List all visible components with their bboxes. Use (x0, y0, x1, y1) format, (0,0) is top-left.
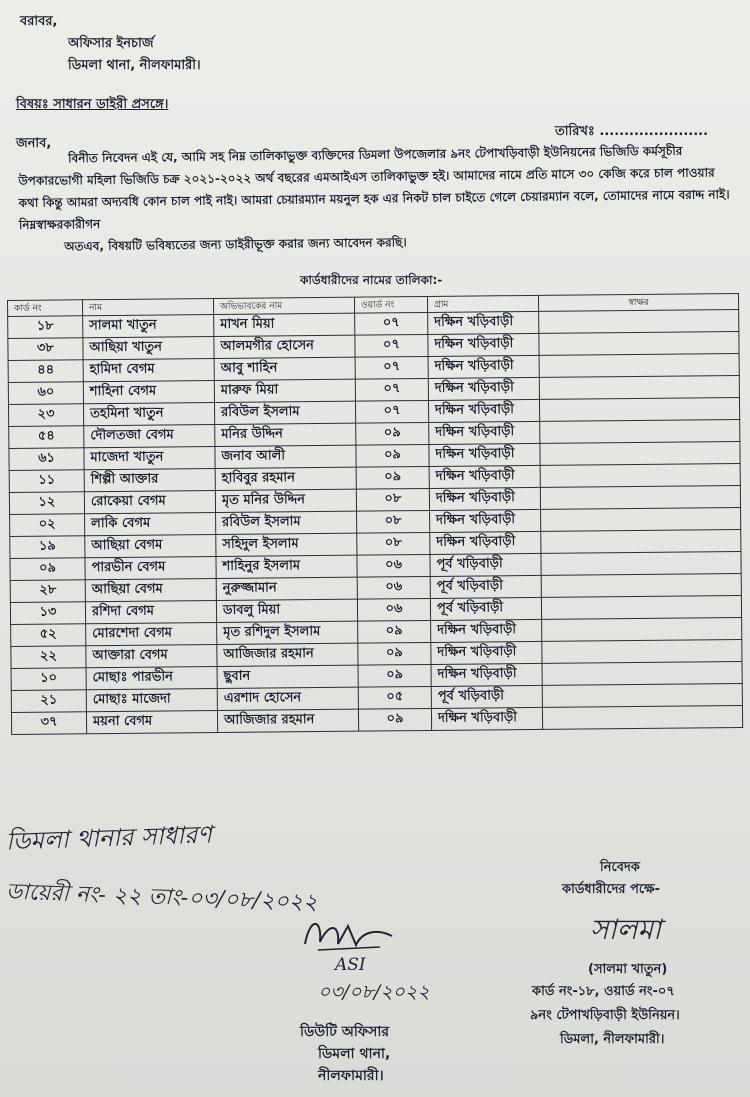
village-cell: দক্ষিন খড়িবাড়ী (428, 355, 539, 378)
name-cell: মোরশেদা বেগম (86, 623, 217, 646)
ward-cell: ০৬ (357, 554, 430, 577)
signature-cell (542, 661, 742, 685)
guardian-cell: মৃত রশিদুল ইসলাম (217, 621, 358, 644)
name-cell: শাহিনা বেগম (83, 381, 214, 404)
header-signature: স্বাক্ষর (538, 293, 738, 311)
name-cell: লাকি বেগম (85, 513, 216, 536)
signature-cell (540, 441, 740, 465)
guardian-cell: আলমগীর হোসেন (214, 335, 355, 358)
village-cell: দক্ষিন খড়িবাড়ী (431, 619, 542, 642)
header-name: নাম (83, 299, 214, 316)
guardian-cell: মৃত মনির উদ্দিন (215, 489, 356, 512)
handwritten-date: ০৩/০৮/২০২২ (318, 981, 430, 1003)
name-cell: ময়না বেগম (86, 710, 217, 733)
name-cell: মাজেদা খাতুন (84, 447, 215, 470)
card-no-cell: ২২ (11, 646, 86, 669)
signature-cell (542, 639, 742, 663)
name-cell: তহমিনা খাতুন (83, 403, 214, 426)
applicant-union: ৯নং টেপাখড়িবাড়ী ইউনিয়ন। (530, 1008, 680, 1023)
signature-cell (542, 683, 742, 707)
application-body (18, 139, 731, 258)
subject-line: বিষয়ঃ সাধারন ডাইরী প্রসঙ্গে। (16, 97, 169, 112)
village-cell: দক্ষিন খড়িবাড়ী (430, 531, 541, 554)
card-no-cell: ৬১ (9, 448, 84, 471)
duty-officer-station: ডিমলা থানা, (318, 1046, 391, 1062)
salutation: জনাব, (16, 136, 52, 151)
ward-cell: ০৯ (356, 466, 429, 489)
ward-cell: ০৯ (356, 444, 429, 467)
card-no-cell: ১১ (9, 470, 84, 493)
signature-cell (541, 529, 741, 553)
officer-signature-mark (300, 912, 400, 961)
ward-cell: ০৬ (357, 598, 430, 621)
ward-cell: ০৮ (357, 510, 430, 533)
signature-cell (541, 551, 741, 575)
village-cell: দক্ষিন খড়িবাড়ী (429, 465, 540, 488)
handwritten-line-2: ডায়েরী নং- ২২ তাং-০৩/০৮/২০২২ (5, 879, 318, 916)
signature-cell (539, 397, 739, 421)
ward-cell: ০৯ (358, 620, 431, 643)
applicant-label: নিবেদক (600, 860, 640, 875)
signature-cell (542, 617, 742, 641)
signature-cell (539, 375, 739, 399)
guardian-cell: মারুফ মিয়া (214, 379, 355, 402)
signature-cell (539, 309, 739, 333)
village-cell: দক্ষিন খড়িবাড়ী (431, 641, 542, 664)
ward-cell: ০৫ (358, 686, 431, 709)
ward-cell: ০৮ (357, 532, 430, 555)
card-no-cell: ১৮ (8, 316, 83, 339)
guardian-cell: রবিউল ইসলাম (216, 511, 357, 534)
guardian-cell: জনাব আলী (215, 445, 356, 468)
table-body (8, 309, 743, 734)
card-no-cell: ১০ (11, 668, 86, 691)
guardian-cell: আজিজার রহমান (217, 643, 358, 666)
village-cell: দক্ষিন খড়িবাড়ী (428, 377, 539, 400)
name-cell: হামিদা বেগম (83, 359, 214, 382)
card-no-cell: ৩৮ (8, 338, 83, 361)
village-cell: পূর্ব খড়িবাড়ী (430, 575, 541, 598)
cardholder-table (7, 293, 743, 735)
ward-cell: ০৭ (355, 356, 428, 379)
signature-cell (541, 595, 741, 619)
duty-officer-title: ডিউটি অফিসার (300, 1024, 390, 1040)
signature-cell (540, 463, 740, 487)
header-guardian: অভিভাবকের নাম (213, 297, 354, 314)
card-no-cell: ৩৭ (11, 712, 86, 735)
village-cell: দক্ষিন খড়িবাড়ী (429, 443, 540, 466)
addressee: অফিসার ইনচার্জ (68, 36, 154, 51)
ward-cell: ০৭ (355, 312, 428, 335)
card-no-cell: ২১ (11, 690, 86, 713)
name-cell: রোকেয়া বেগম (84, 491, 215, 514)
table-title: কার্ডধারীদের নামের তালিকা:- (300, 273, 443, 287)
guardian-cell: মাখন মিয়া (214, 313, 355, 336)
village-cell: পূর্ব খড়িবাড়ী (430, 597, 541, 620)
guardian-cell: সহিদুল ইসলাম (216, 533, 357, 556)
date-label: তারিখঃ ...................... (555, 124, 709, 139)
card-no-cell: ০৯ (10, 558, 85, 581)
guardian-cell: আজিজার রহমান (217, 709, 358, 732)
body-paragraph-2: অতএব, বিষয়টি ভবিষ্যতের জন্য ডাইরীভূক্ত করার জন্য আবেদন করছি। (64, 235, 407, 254)
scribble-signature-icon (300, 912, 400, 957)
ward-cell: ০৭ (355, 400, 428, 423)
village-cell: দক্ষিন খড়িবাড়ী (429, 487, 540, 510)
card-no-cell: ১৩ (10, 602, 85, 625)
guardian-cell: নুরুজ্জামান (216, 577, 357, 600)
applicant-on-behalf: কার্ডধারীদের পক্ষে- (562, 882, 661, 897)
guardian-cell: হাবিবুর রহমান (215, 467, 356, 490)
name-cell: পারভীন বেগম (85, 557, 216, 580)
village-cell: দক্ষিন খড়িবাড়ী (431, 707, 542, 730)
guardian-cell: ডাবলু মিয়া (216, 599, 357, 622)
ward-cell: ০৯ (358, 664, 431, 687)
signature-cell (540, 419, 740, 443)
header-village: গ্রাম (427, 295, 538, 312)
guardian-cell: শাহিনুর ইসলাম (216, 555, 357, 578)
body-paragraph-1: বিনীত নিবেদন এই যে, আমি সহ নিম্ন তালিকাভুক্ত ব্যক্তিদের ডিমলা উপজেলার ৯নং টেপাখড়িবাড়ী ইউনিয়নের ভিজিডি কর্মসূচীর উপকারভোগী মহিলা ভিজিডি চক্র ২০২১-২০২২ অর্থ বছরের এমআইএস তালিকাভুক্ত হই। আমাদের নামে প্রতি মাসে ৩০ কেজি করে চাল পাওয়ার কথা কিন্তু আমরা অদ্যবধি কোন চাল পাই নাই। আমরা চেয়ারম্যান ময়নুল হক এর নিকট চাল চাইতে গেলে চেয়ারম্যান বলে, তোমাদের নামে বরাদ্দ নাই। নিম্নস্বাক্ষরকারীগন (18, 143, 730, 232)
name-cell: মোছাঃ পারভীন (86, 667, 217, 690)
applicant-location: ডিমলা, নীলফামারী। (560, 1032, 665, 1047)
card-no-cell: ৪৪ (8, 360, 83, 383)
card-no-cell: ০২ (10, 514, 85, 537)
ward-cell: ০৭ (355, 378, 428, 401)
village-cell: দক্ষিন খড়িবাড়ী (430, 509, 541, 532)
applicant-name: (সালমা খাতুন) (588, 962, 668, 977)
ward-cell: ০৯ (358, 708, 431, 731)
village-cell: দক্ষিন খড়িবাড়ী (431, 663, 542, 686)
signature-cell (539, 331, 739, 355)
card-no-cell: ১৯ (10, 536, 85, 559)
card-no-cell: ৬০ (8, 382, 83, 405)
card-no-cell: ২৩ (9, 404, 84, 427)
name-cell: মোছাঃ মাজেদা (86, 688, 217, 711)
village-cell: পূর্ব খড়িবাড়ী (431, 685, 542, 708)
ward-cell: ০৬ (357, 576, 430, 599)
name-cell: সালমা খাতুন (83, 315, 214, 338)
village-cell: দক্ষিন খড়িবাড়ী (428, 333, 539, 356)
signature-cell (540, 485, 740, 509)
applicant-signature: সালমা (590, 913, 662, 946)
ward-cell: ০৮ (356, 488, 429, 511)
card-no-cell: ৫২ (11, 624, 86, 647)
guardian-cell: ছুবান (217, 665, 358, 688)
name-cell: শিল্পী আক্তার (84, 469, 215, 492)
signature-cell (542, 705, 742, 729)
name-cell: রশিদা বেগম (85, 601, 216, 624)
signature-cell (541, 507, 741, 531)
name-cell: আছিয়া খাতুন (83, 337, 214, 360)
ward-cell: ০৯ (358, 642, 431, 665)
ward-cell: ০৯ (356, 422, 429, 445)
guardian-cell: এরশাদ হোসেন (217, 687, 358, 710)
guardian-cell: আবু শাহিন (214, 357, 355, 380)
village-cell: দক্ষিন খড়িবাড়ী (429, 421, 540, 444)
to-line: বরাবর, (20, 14, 58, 29)
ward-cell: ০৭ (355, 334, 428, 357)
name-cell: আছিয়া বেগম (85, 535, 216, 558)
village-cell: দক্ষিন খড়িবাড়ী (428, 399, 539, 422)
village-cell: পূর্ব খড়িবাড়ী (430, 553, 541, 576)
name-cell: আছিয়া বেগম (85, 579, 216, 602)
signature-cell (541, 573, 741, 597)
handwritten-initials: ASI (335, 955, 366, 975)
name-cell: আক্তারা বেগম (86, 645, 217, 668)
handwritten-line-1: ডিমলা থানার সাধারণ (5, 820, 213, 856)
station: ডিমলা থানা, নীলফামারী। (68, 58, 201, 73)
guardian-cell: মনির উদ্দিন (215, 423, 356, 446)
applicant-card-ward: কার্ড নং-১৮, ওয়ার্ড নং-০৭ (532, 984, 675, 999)
signature-cell (539, 353, 739, 377)
card-no-cell: ২৮ (10, 580, 85, 603)
header-ward: ওয়ার্ড নং (354, 296, 427, 313)
guardian-cell: রবিউল ইসলাম (214, 401, 355, 424)
header-card-no: কার্ড নং (8, 300, 83, 317)
card-no-cell: ৫৪ (9, 426, 84, 449)
duty-officer-district: নীলফামারী। (318, 1068, 384, 1084)
name-cell: দৌলতজা বেগম (84, 425, 215, 448)
village-cell: দক্ষিন খড়িবাড়ী (428, 311, 539, 334)
card-no-cell: ১২ (9, 492, 84, 515)
